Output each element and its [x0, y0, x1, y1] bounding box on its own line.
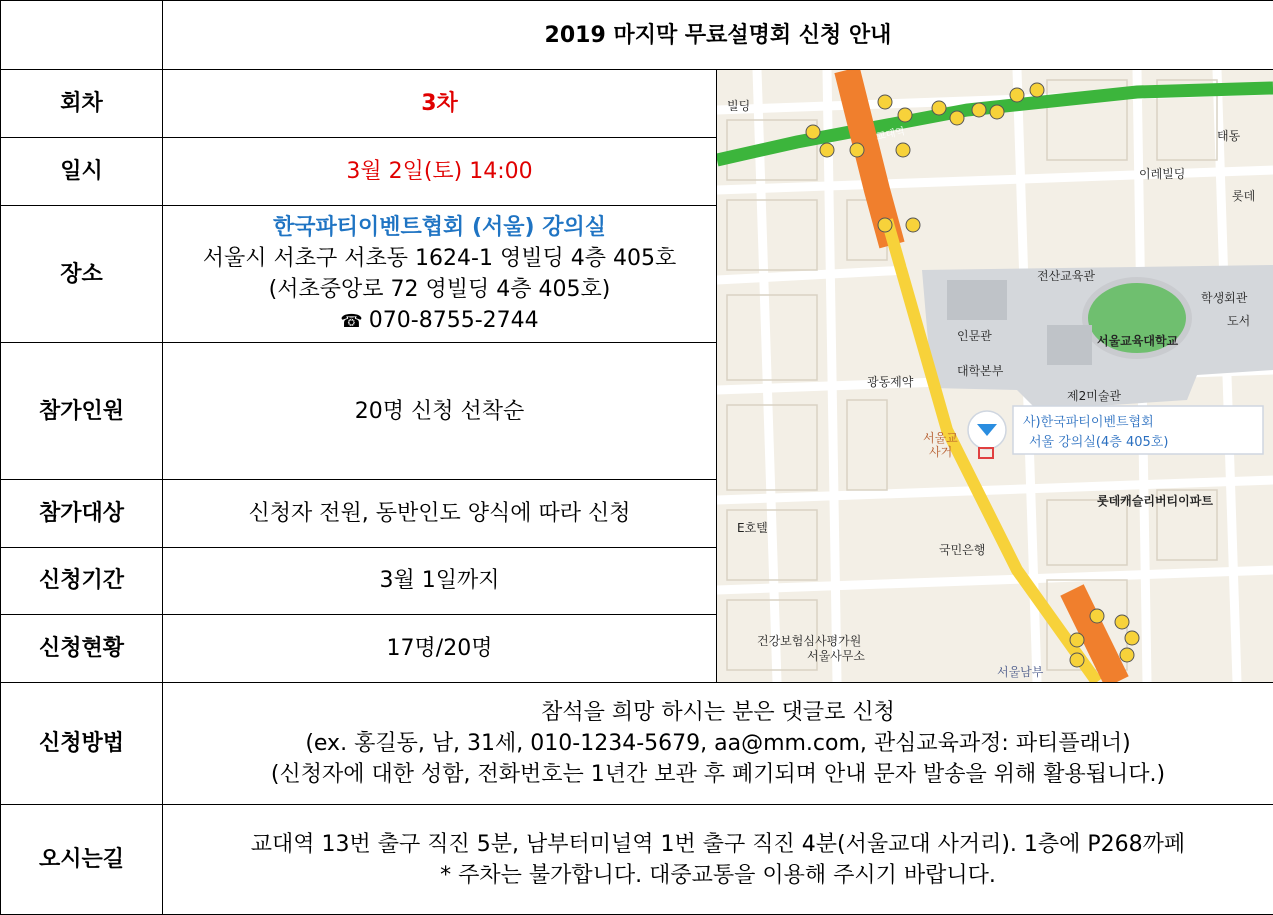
map-label-university: 서울교육대학교	[1097, 333, 1179, 348]
map-label-ehotel: E호텔	[737, 520, 768, 535]
status-label: 신청현황	[1, 614, 163, 682]
map-label-student: 학생회관	[1201, 290, 1248, 305]
directions-cell	[163, 805, 1273, 915]
map-label-inmun: 인문관	[957, 328, 992, 343]
page-title: 2019 마지막 무료설명회 신청 안내	[163, 1, 1273, 70]
map-label-art: 제2미술관	[1067, 388, 1121, 403]
marker-label-1: 사)한국파티이벤트협회	[1023, 414, 1154, 430]
map-label-kookmin: 국민은행	[939, 542, 985, 557]
directions-line-2: * 주차는 불가합니다. 대중교통을 이용해 주시기 바랍니다.	[163, 860, 1273, 891]
map-label-lottecastle: 롯데캐슬리버티이파트	[1097, 493, 1213, 508]
status-value: 17명/20명	[163, 614, 717, 682]
location-marker[interactable]	[968, 406, 1263, 458]
map-label-lotte: 롯데	[1232, 188, 1255, 203]
datetime-value: 3월 2일(토) 14:00	[163, 138, 717, 206]
method-line-1: 참석을 희망 하시는 분은 댓글로 신청	[163, 697, 1273, 728]
corner-cell	[1, 1, 163, 70]
directions-label: 오시는길	[1, 805, 163, 915]
datetime-label: 일시	[1, 138, 163, 206]
map-label-gwangdong: 광동제약	[867, 374, 914, 389]
map-label-nambu: 서울남부	[997, 664, 1044, 679]
capacity-value: 20명 신청 선착순	[163, 343, 717, 479]
period-value: 3월 1일까지	[163, 547, 717, 614]
telephone-icon: ☎	[340, 311, 362, 332]
method-label: 신청방법	[1, 683, 163, 805]
round-label: 회차	[1, 70, 163, 138]
map-label-health: 건강보험심사평가원	[757, 633, 861, 648]
period-label: 신청기간	[1, 547, 163, 614]
map-label-sageo: 사거	[929, 444, 952, 459]
method-line-3: (신청자에 대한 성함, 전화번호는 1년간 보관 후 폐기되며 안내 문자 발송을 위해 활용됩니다.)	[163, 759, 1273, 790]
map-label-library: 도서	[1227, 313, 1250, 328]
map-label-taedong: 태동	[1217, 128, 1241, 143]
place-label: 장소	[1, 206, 163, 343]
map-label-office: 서울사무소	[807, 648, 865, 663]
place-cell	[163, 206, 717, 343]
directions-line-1: 교대역 13번 출구 직진 5분, 남부터미널역 1번 출구 직진 4분(서울교대 사거리). 1층에 P268까페	[163, 829, 1273, 860]
location-map[interactable]	[717, 70, 1273, 683]
map-label-seoulgyo: 서울교	[923, 430, 958, 445]
map-label-jeonsan: 전산교육관	[1037, 268, 1095, 283]
place-phone[interactable]: 070-8755-2744	[369, 308, 539, 333]
place-phone-row	[163, 305, 716, 337]
capacity-label: 참가인원	[1, 343, 163, 479]
place-address-2: (서초중앙로 72 영빌딩 4층 405호)	[163, 274, 716, 305]
target-value: 신청자 전원, 동반인도 양식에 따라 신청	[163, 479, 717, 547]
round-value: 3차	[163, 70, 717, 138]
map-svg	[717, 70, 1273, 682]
map-label-station: 교대역	[875, 124, 906, 143]
map-label-ireb: 이레빌딩	[1139, 166, 1185, 181]
method-cell	[163, 683, 1273, 805]
map-label-daehak: 대학본부	[957, 363, 1004, 378]
map-label-building: 빌딩	[727, 98, 750, 113]
place-address: 서울시 서초구 서초동 1624-1 영빌딩 4층 405호	[163, 243, 716, 274]
place-name: 한국파티이벤트협회 (서울) 강의실	[163, 212, 716, 243]
target-label: 참가대상	[1, 479, 163, 547]
method-line-2: (ex. 홍길동, 남, 31세, 010-1234-5679, aa@mm.com, 관심교육과정: 파티플래너)	[163, 728, 1273, 759]
marker-label-2: 서울 강의실(4층 405호)	[1029, 434, 1168, 450]
